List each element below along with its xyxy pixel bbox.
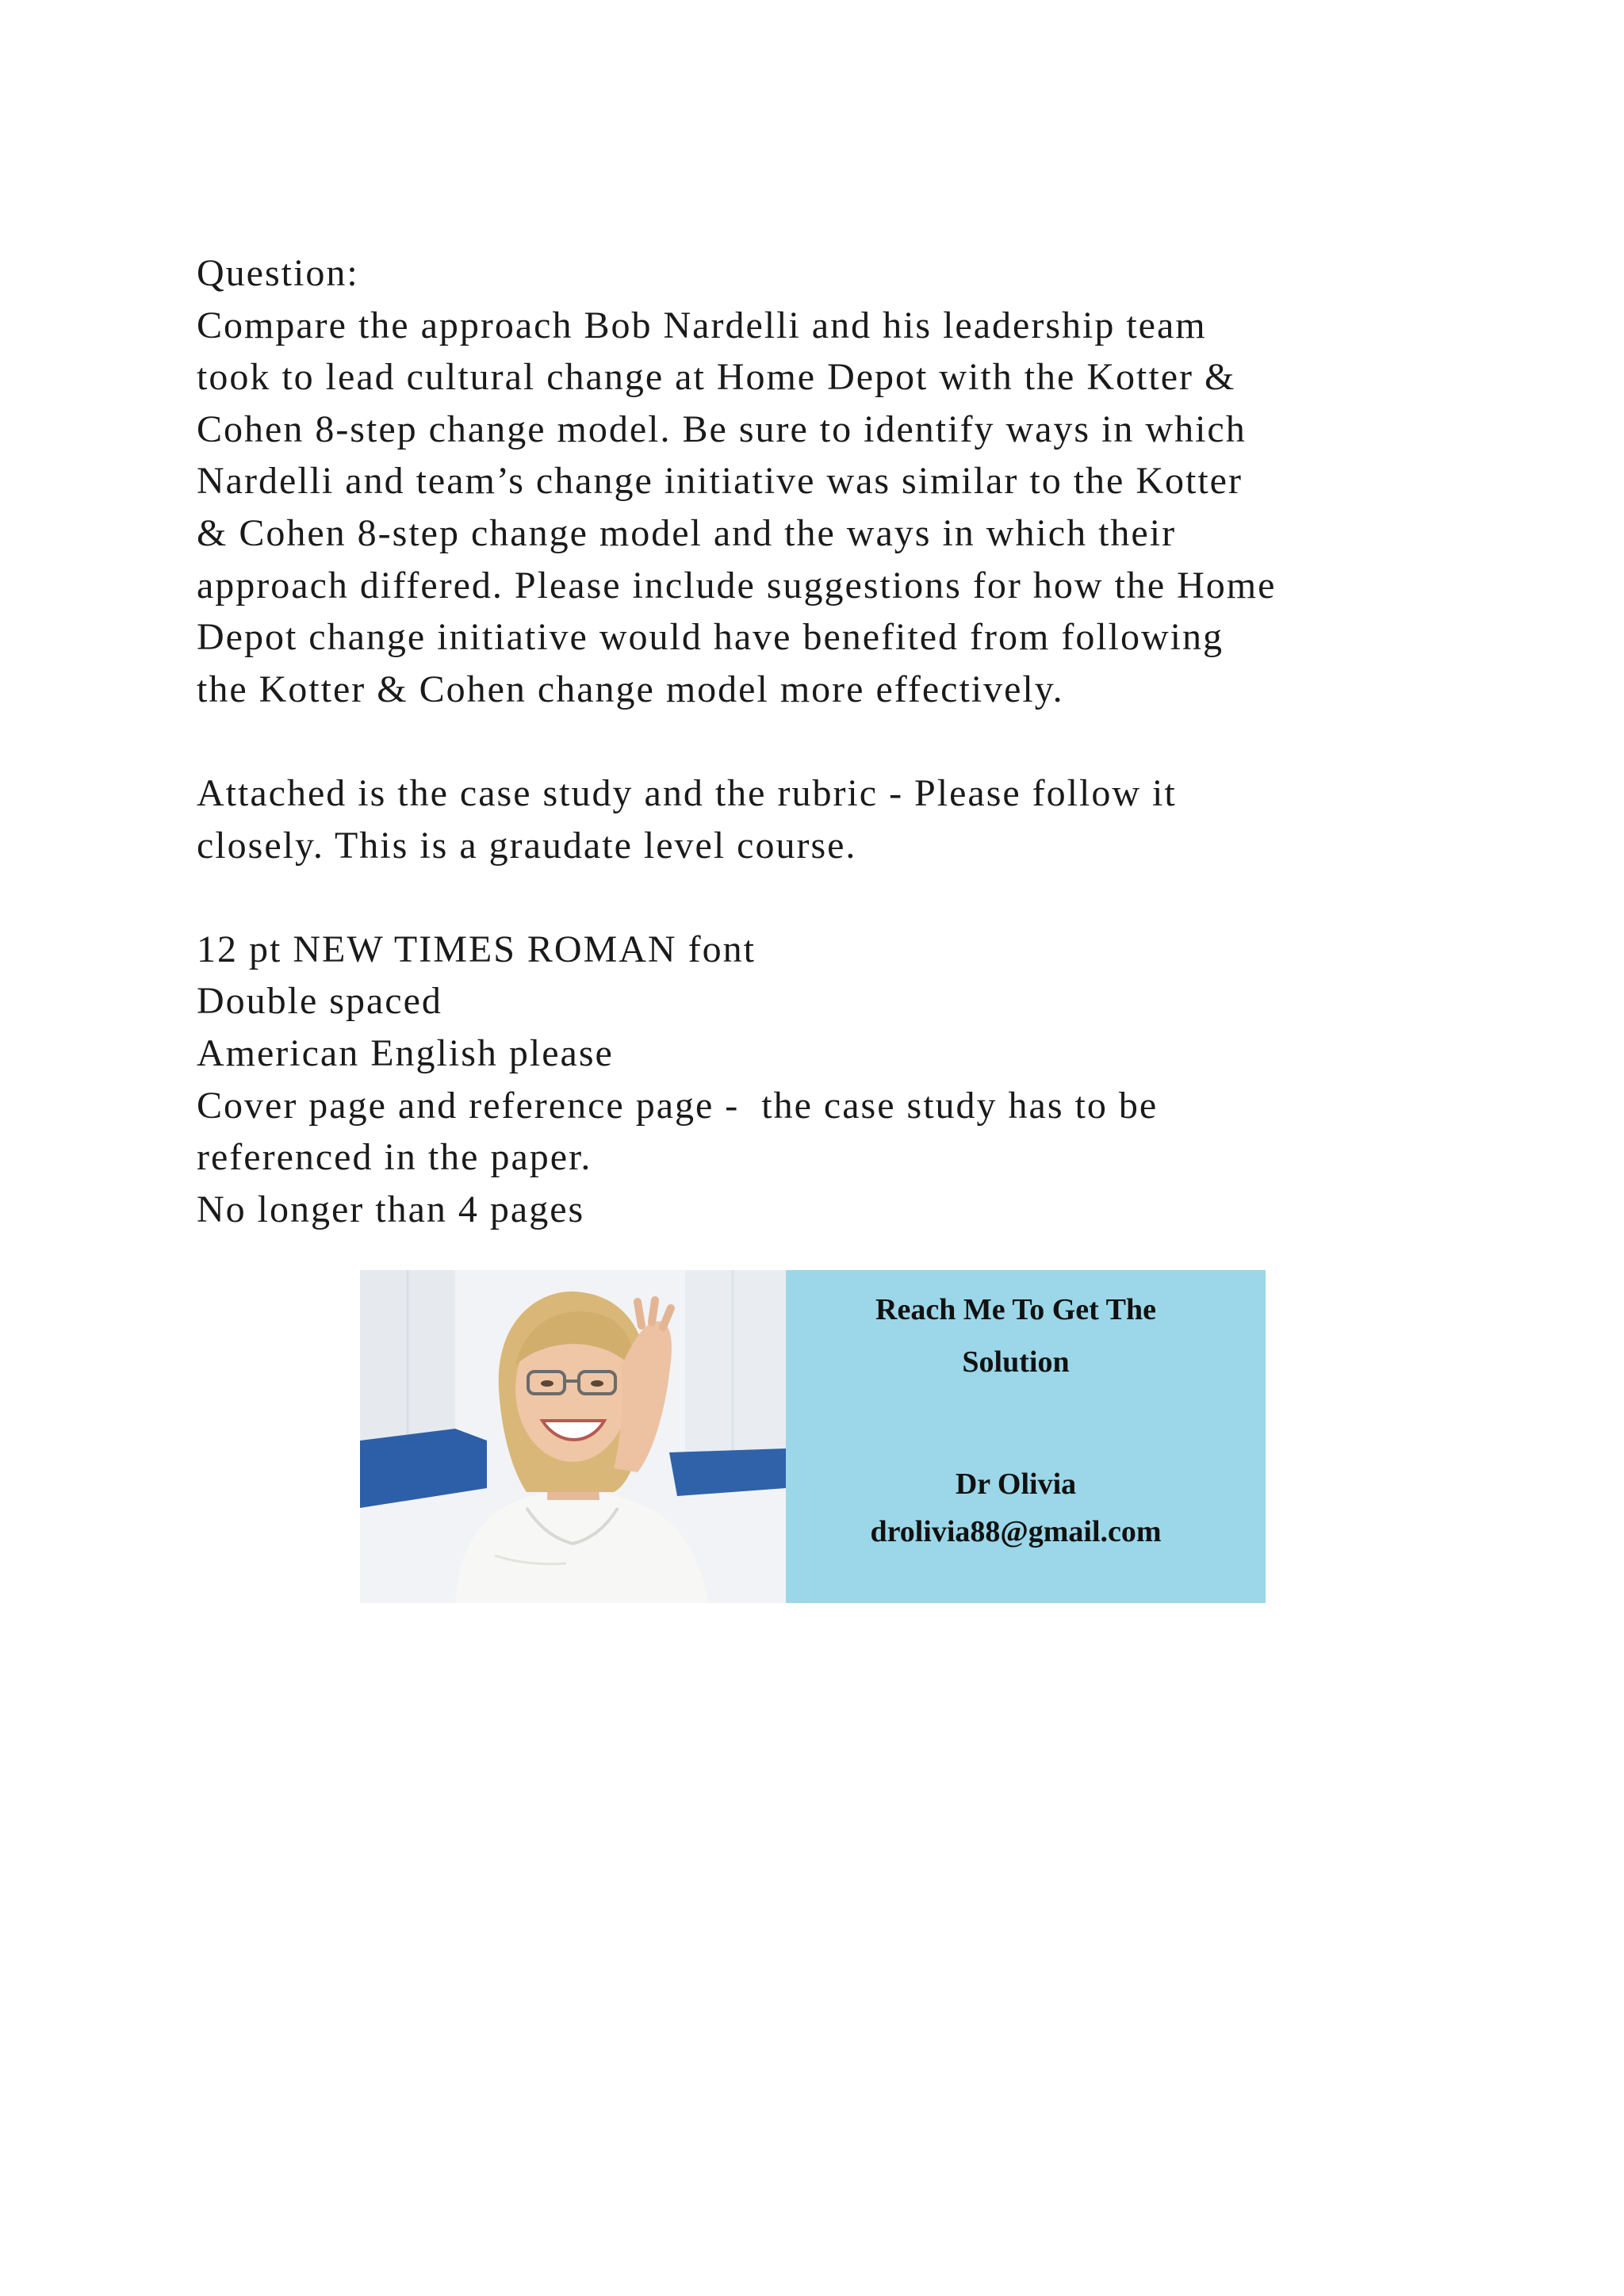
question-line: Compare the approach Bob Nardelli and his leadership team: [197, 304, 1207, 346]
blank-line: [197, 871, 1465, 924]
blank-line: [197, 715, 1465, 767]
requirement-line: American English please: [197, 1031, 614, 1074]
question-line: approach differed. Please include suggestions for how the Home: [197, 564, 1277, 607]
banner-email[interactable]: drolivia88@gmail.com: [870, 1515, 1162, 1548]
attachment-line: Attached is the case study and the rubric - Please follow it: [197, 771, 1177, 814]
question-line: & Cohen 8-step change model and the ways in which their: [197, 511, 1177, 554]
question-line: took to lead cultural change at Home Depot with the Kotter &: [197, 356, 1236, 399]
requirement-line: 12 pt NEW TIMES ROMAN font: [197, 928, 756, 970]
question-line: Cohen 8-step change model. Be sure to identify ways in which: [197, 408, 1247, 450]
question-line: the Kotter & Cohen change model more effectively.: [197, 668, 1064, 710]
banner-heading-line1: Reach Me To Get The: [875, 1293, 1156, 1326]
attachment-line: closely. This is a graudate level course.: [197, 824, 857, 867]
requirement-line: Double spaced: [197, 980, 442, 1023]
question-label: Question:: [197, 252, 359, 294]
question-line: Depot change initiative would have benefited from following: [197, 616, 1224, 659]
banner-name: Dr Olivia: [955, 1468, 1077, 1501]
requirement-line: Cover page and reference page - the case study has to be: [197, 1084, 1159, 1127]
requirement-line: referenced in the paper.: [197, 1136, 592, 1179]
requirement-line: No longer than 4 pages: [197, 1188, 585, 1230]
smiling-woman-photo: [360, 1270, 786, 1603]
banner-heading-line2: Solution: [962, 1345, 1070, 1379]
contact-panel: [786, 1270, 1266, 1603]
question-line: Nardelli and team’s change initiative was similar to the Kotter: [197, 460, 1243, 503]
assignment-text: [197, 247, 1465, 1235]
contact-banner: [360, 1270, 1266, 1603]
